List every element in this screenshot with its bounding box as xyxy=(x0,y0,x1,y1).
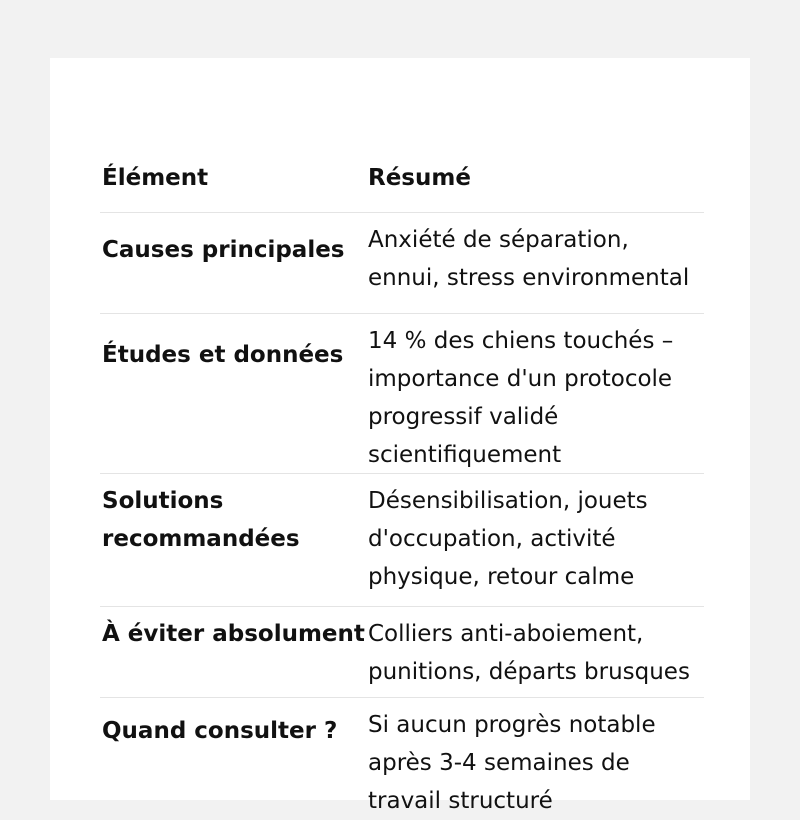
row-summary-etudes: 14 % des chiens touchés – importance d'un protocole progressif validé scientifiquement xyxy=(368,328,674,468)
row-element-etudes: Études et données xyxy=(102,342,344,368)
row-element-consulter: Quand consulter ? xyxy=(102,718,338,744)
table-row xyxy=(100,698,704,818)
table-header-row xyxy=(100,148,704,213)
row-element-causes: Causes principales xyxy=(102,237,345,263)
row-summary-causes: Anxiété de séparation, ennui, stress environmental xyxy=(368,227,690,291)
row-summary-consulter: Si aucun progrès notable après 3-4 semaines de travail structuré xyxy=(368,712,656,814)
summary-table xyxy=(100,148,704,818)
table-row xyxy=(100,474,704,607)
row-element-eviter: À éviter absolument xyxy=(102,621,365,647)
table-row xyxy=(100,213,704,314)
row-element-solutions: Solutions recommandées xyxy=(102,488,300,552)
row-summary-eviter: Colliers anti-aboiement, punitions, départs brusques xyxy=(368,621,690,685)
row-summary-solutions: Désensibilisation, jouets d'occupation, activité physique, retour calme xyxy=(368,488,648,590)
content-card xyxy=(50,58,750,814)
table-row xyxy=(100,314,704,474)
header-summary: Résumé xyxy=(368,165,471,191)
table-row xyxy=(100,607,704,698)
header-element: Élément xyxy=(102,165,209,191)
